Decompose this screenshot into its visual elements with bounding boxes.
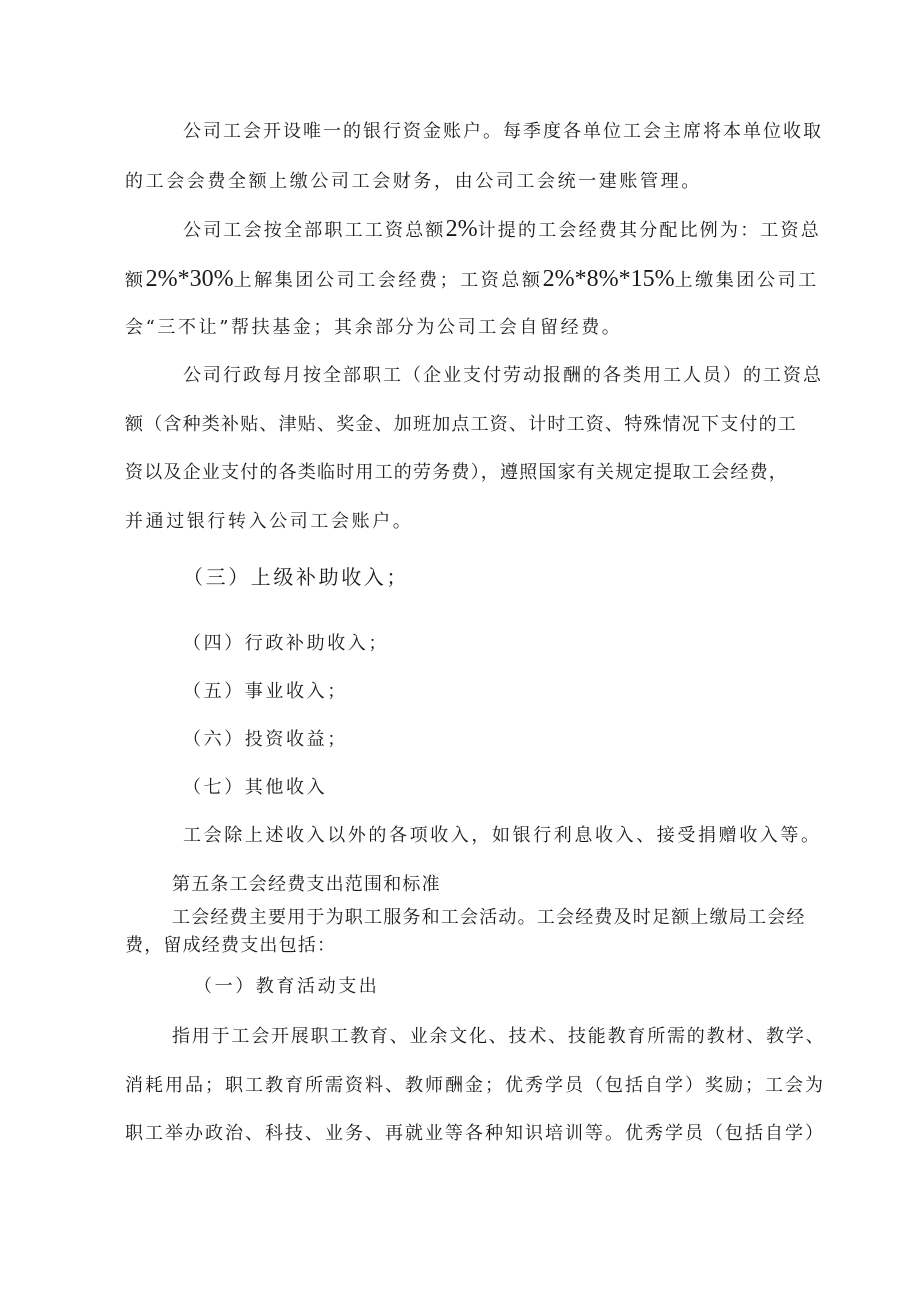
paragraph2-line1 — [183, 217, 821, 243]
paragraph3-line4: 并通过银行转入公司工会账户。 — [125, 511, 414, 532]
paragraph2-line2 — [125, 267, 819, 293]
paragraph2-line3: 会“三不让”帮扶基金；其余部分为公司工会自留经费。 — [125, 317, 623, 338]
article5-line1: 工会经费主要用于为职工服务和工会活动。工会经费及时足额上缴局工会经 — [172, 907, 806, 928]
paragraph1-line2: 的工会会费全额上缴公司工会财务，由公司工会统一建账管理。 — [125, 171, 702, 192]
item-6: （六）投资收益； — [183, 729, 348, 750]
paragraph5-line3: 职工举办政治、科技、业务、再就业等各种知识培训等。优秀学员（包括自学） — [125, 1123, 825, 1144]
paragraph1-line1: 公司工会开设唯一的银行资金账户。每季度各单位工会主席将本单位收取 — [183, 121, 823, 142]
article5-sub1: （一）教育活动支出 — [194, 976, 380, 997]
item-7: （七）其他收入 — [183, 777, 328, 798]
paragraph3-line2: 额（含种类补贴、津贴、奖金、加班加点工资、计时工资、特殊情况下支付的工 — [125, 414, 797, 435]
paragraph3-line1: 公司行政每月按全部职工（企业支付劳动报酬的各类用工人员）的工资总 — [183, 365, 823, 386]
paragraph2-line2-text-b: 上解集团公司工会经费；工资总额 — [233, 270, 543, 291]
paragraph3-line3: 资以及企业支付的各类临时用工的劳务费），遵照国家有关规定提取工会经费， — [125, 462, 788, 483]
item-5: （五）事业收入； — [183, 681, 348, 702]
paragraph2-line2-text-c: 上缴集团公司工 — [674, 270, 819, 291]
paragraph4: 工会除上述收入以外的各项收入，如银行利息收入、接受捐赠收入等。 — [183, 825, 822, 846]
paragraph2-line1-text-a: 公司工会按全部职工工资总额 — [183, 220, 446, 241]
ratio-value-1: 2%*30% — [145, 266, 234, 292]
article5-line2: 费，留成经费支出包括： — [125, 935, 337, 956]
article5-heading: 第五条工会经费支出范围和标准 — [172, 874, 441, 895]
paragraph2-line2-text-a: 额 — [125, 270, 146, 291]
percent-value: 2% — [445, 216, 478, 242]
paragraph5-line2: 消耗用品；职工教育所需资料、教师酬金；优秀学员（包括自学）奖励；工会为 — [125, 1075, 825, 1096]
item-4: （四）行政补助收入； — [183, 633, 389, 654]
paragraph2-line1-text-b: 计提的工会经费其分配比例为：工资总 — [477, 220, 822, 241]
item-3: （三）上级补助收入； — [183, 565, 409, 589]
ratio-value-2: 2%*8%*15% — [542, 266, 675, 292]
paragraph5-line1: 指用于工会开展职工教育、业余文化、技术、技能教育所需的教材、教学、 — [172, 1026, 826, 1047]
